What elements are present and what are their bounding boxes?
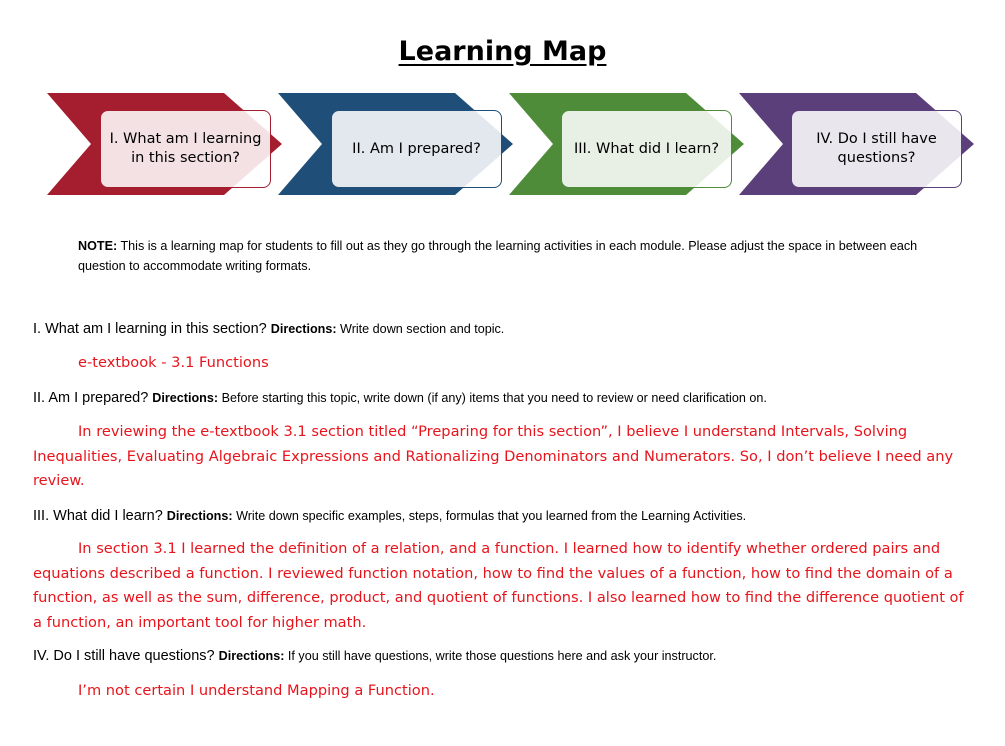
answer-4: I’m not certain I understand Mapping a Function. [78, 682, 435, 699]
question-3-directions-label: Directions: [166, 509, 233, 523]
page-title: Learning Map [398, 36, 607, 67]
question-4-text: IV. Do I still have questions? [33, 648, 219, 664]
question-2-text: II. Am I prepared? [33, 390, 153, 406]
question-4 [33, 647, 716, 665]
answer-2: In reviewing the e-textbook 3.1 section titled “Preparing for this section”, I believe I understand Intervals, Solving Inequalities, Evaluating Algebraic Expressions and Rationalizing Denominators and Numerators. So, I don’t believe I need any review. [33, 423, 954, 489]
question-3 [33, 507, 746, 525]
step-3-label: III. What did I learn? [573, 140, 720, 157]
note-paragraph [78, 237, 948, 276]
question-1 [33, 320, 504, 338]
step-2-box [331, 110, 502, 188]
step-4-box [791, 110, 962, 188]
step-2-label: II. Am I prepared? [352, 140, 481, 157]
question-1-text: I. What am I learning in this section? [33, 321, 271, 337]
step-1-label: I. What am I learning in this section? [109, 131, 262, 166]
question-1-directions: Write down section and topic. [336, 322, 505, 336]
answer-1: e-textbook - 3.1 Functions [78, 354, 269, 371]
note-label: NOTE: [78, 239, 118, 253]
answer-3: In section 3.1 I learned the definition of a relation, and a function. I learned how to identify whether ordered pairs and equations described a function. I reviewed function notation, how to find the values of a function, how to find the domain of a function, as well as the sum, difference, product, and quotient of functions. I also learned how to find the difference quotient of a function, an important tool for higher math. [33, 540, 964, 631]
question-1-directions-label: Directions: [270, 322, 337, 336]
step-4-label: IV. Do I still have questions? [816, 131, 937, 166]
question-2 [33, 389, 767, 407]
step-3-box [561, 110, 732, 188]
question-4-directions: If you still have questions, write those questions here and ask your instructor. [284, 649, 717, 663]
question-3-text: III. What did I learn? [33, 508, 167, 524]
question-2-directions: Before starting this topic, write down (if any) items that you need to review or need clarification on. [218, 391, 767, 405]
step-1-box [100, 110, 271, 188]
question-4-directions-label: Directions: [218, 649, 285, 663]
question-2-directions-label: Directions: [152, 391, 219, 405]
question-3-directions: Write down specific examples, steps, formulas that you learned from the Learning Activities. [232, 509, 747, 523]
note-text: This is a learning map for students to fill out as they go through the learning activities in each module. Please adjust the space in between each question to accommodate writing formats. [78, 239, 918, 273]
